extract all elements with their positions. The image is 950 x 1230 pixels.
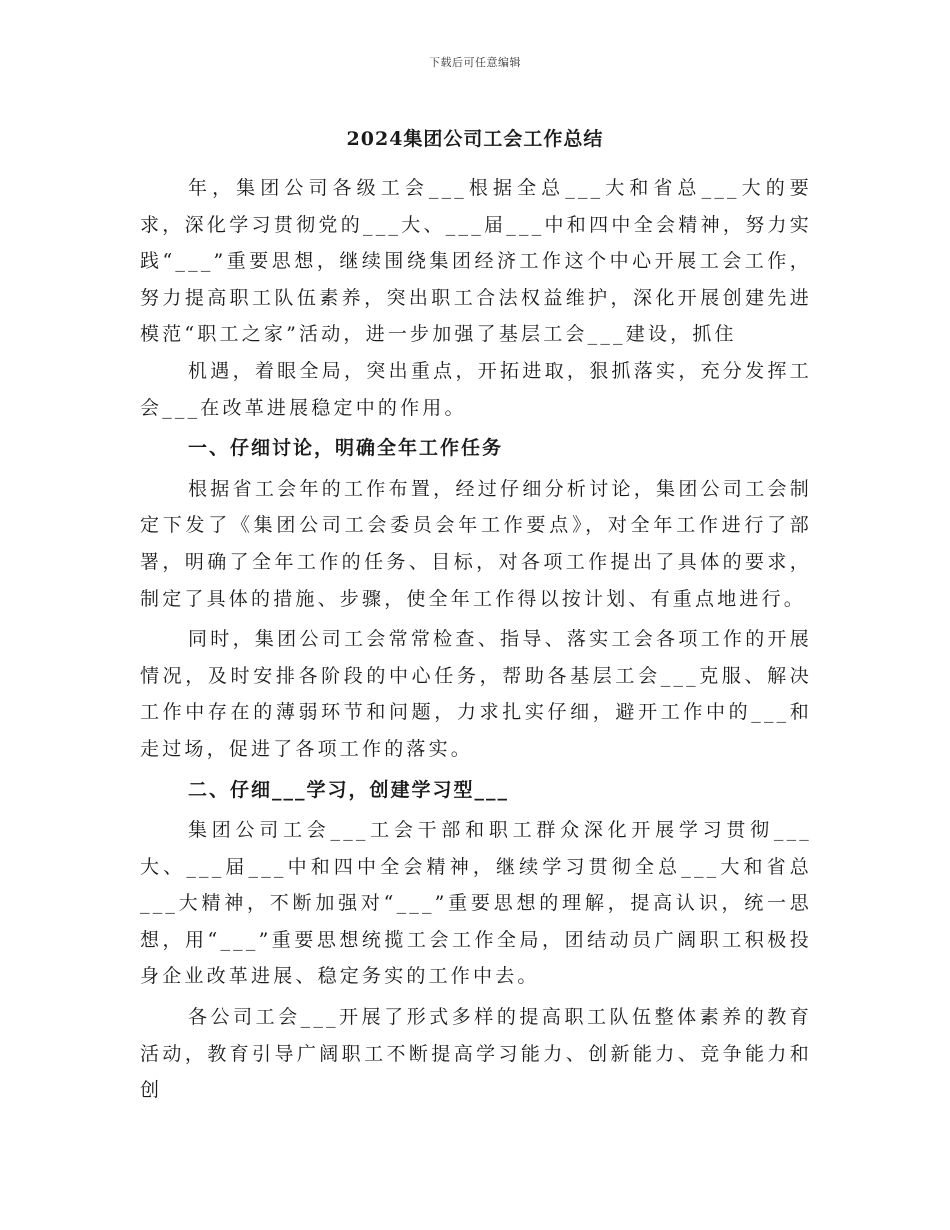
paragraph: 机遇，着眼全局，突出重点，开拓进取，狠抓落实，充分发挥工会___在改革进展稳定中的作用。 bbox=[140, 359, 812, 419]
paragraph: 根据省工会年的工作布置，经过仔细分析讨论，集团公司工会制定下发了《集团公司工会委员会年工作要点》，对全年工作进行了部署，明确了全年工作的任务、目标，对各项工作提出了具体的要求，制定了具体的措施、步骤，使全年工作得以按计划、有重点地进行。 bbox=[140, 477, 812, 610]
paragraph: 同时，集团公司工会常常检查、指导、落实工会各项工作的开展情况，及时安排各阶段的中心任务，帮助各基层工会___克服、解决工作中存在的薄弱环节和问题，力求扎实仔细，避开工作中的___和走过场，促进了各项工作的落实。 bbox=[140, 628, 812, 760]
paragraph: 集团公司工会___工会干部和职工群众深化开展学习贯彻___大、___届___中和四中全会精神，继续学习贯彻全总___大和省总___大精神，不断加强对“___”重要思想的理解，提高认识，统一思想，用“___”重要思想统揽工会工作全局，团结动员广阔职工积极投身企业改革进展、稳定务实的工作中去。 bbox=[140, 819, 812, 988]
header-note: 下载后可任意编辑 bbox=[429, 56, 521, 69]
section-heading: 一、仔细讨论，明确全年工作任务 bbox=[188, 437, 504, 460]
section-heading: 二、仔细___学习，创建学习型___ bbox=[188, 778, 510, 801]
document-body bbox=[140, 170, 812, 1109]
paragraph: 各公司工会___开展了形式多样的提高职工队伍整体素养的教育活动，教育引导广阔职工不断提高学习能力、创新能力、竞争能力和创 bbox=[140, 1006, 812, 1102]
document-title: 2024集团公司工会工作总结 bbox=[346, 128, 604, 150]
paragraph: 年，集团公司各级工会___根据全总___大和省总___大的要求，深化学习贯彻党的___大、___届___中和四中全会精神，努力实践“___”重要思想，继续围绕集团经济工作这个中心开展工会工作，努力提高职工队伍素养，突出职工合法权益维护，深化开展创建先进模范“职工之家”活动，进一步加强了基层工会___建设，抓住 bbox=[140, 177, 812, 346]
